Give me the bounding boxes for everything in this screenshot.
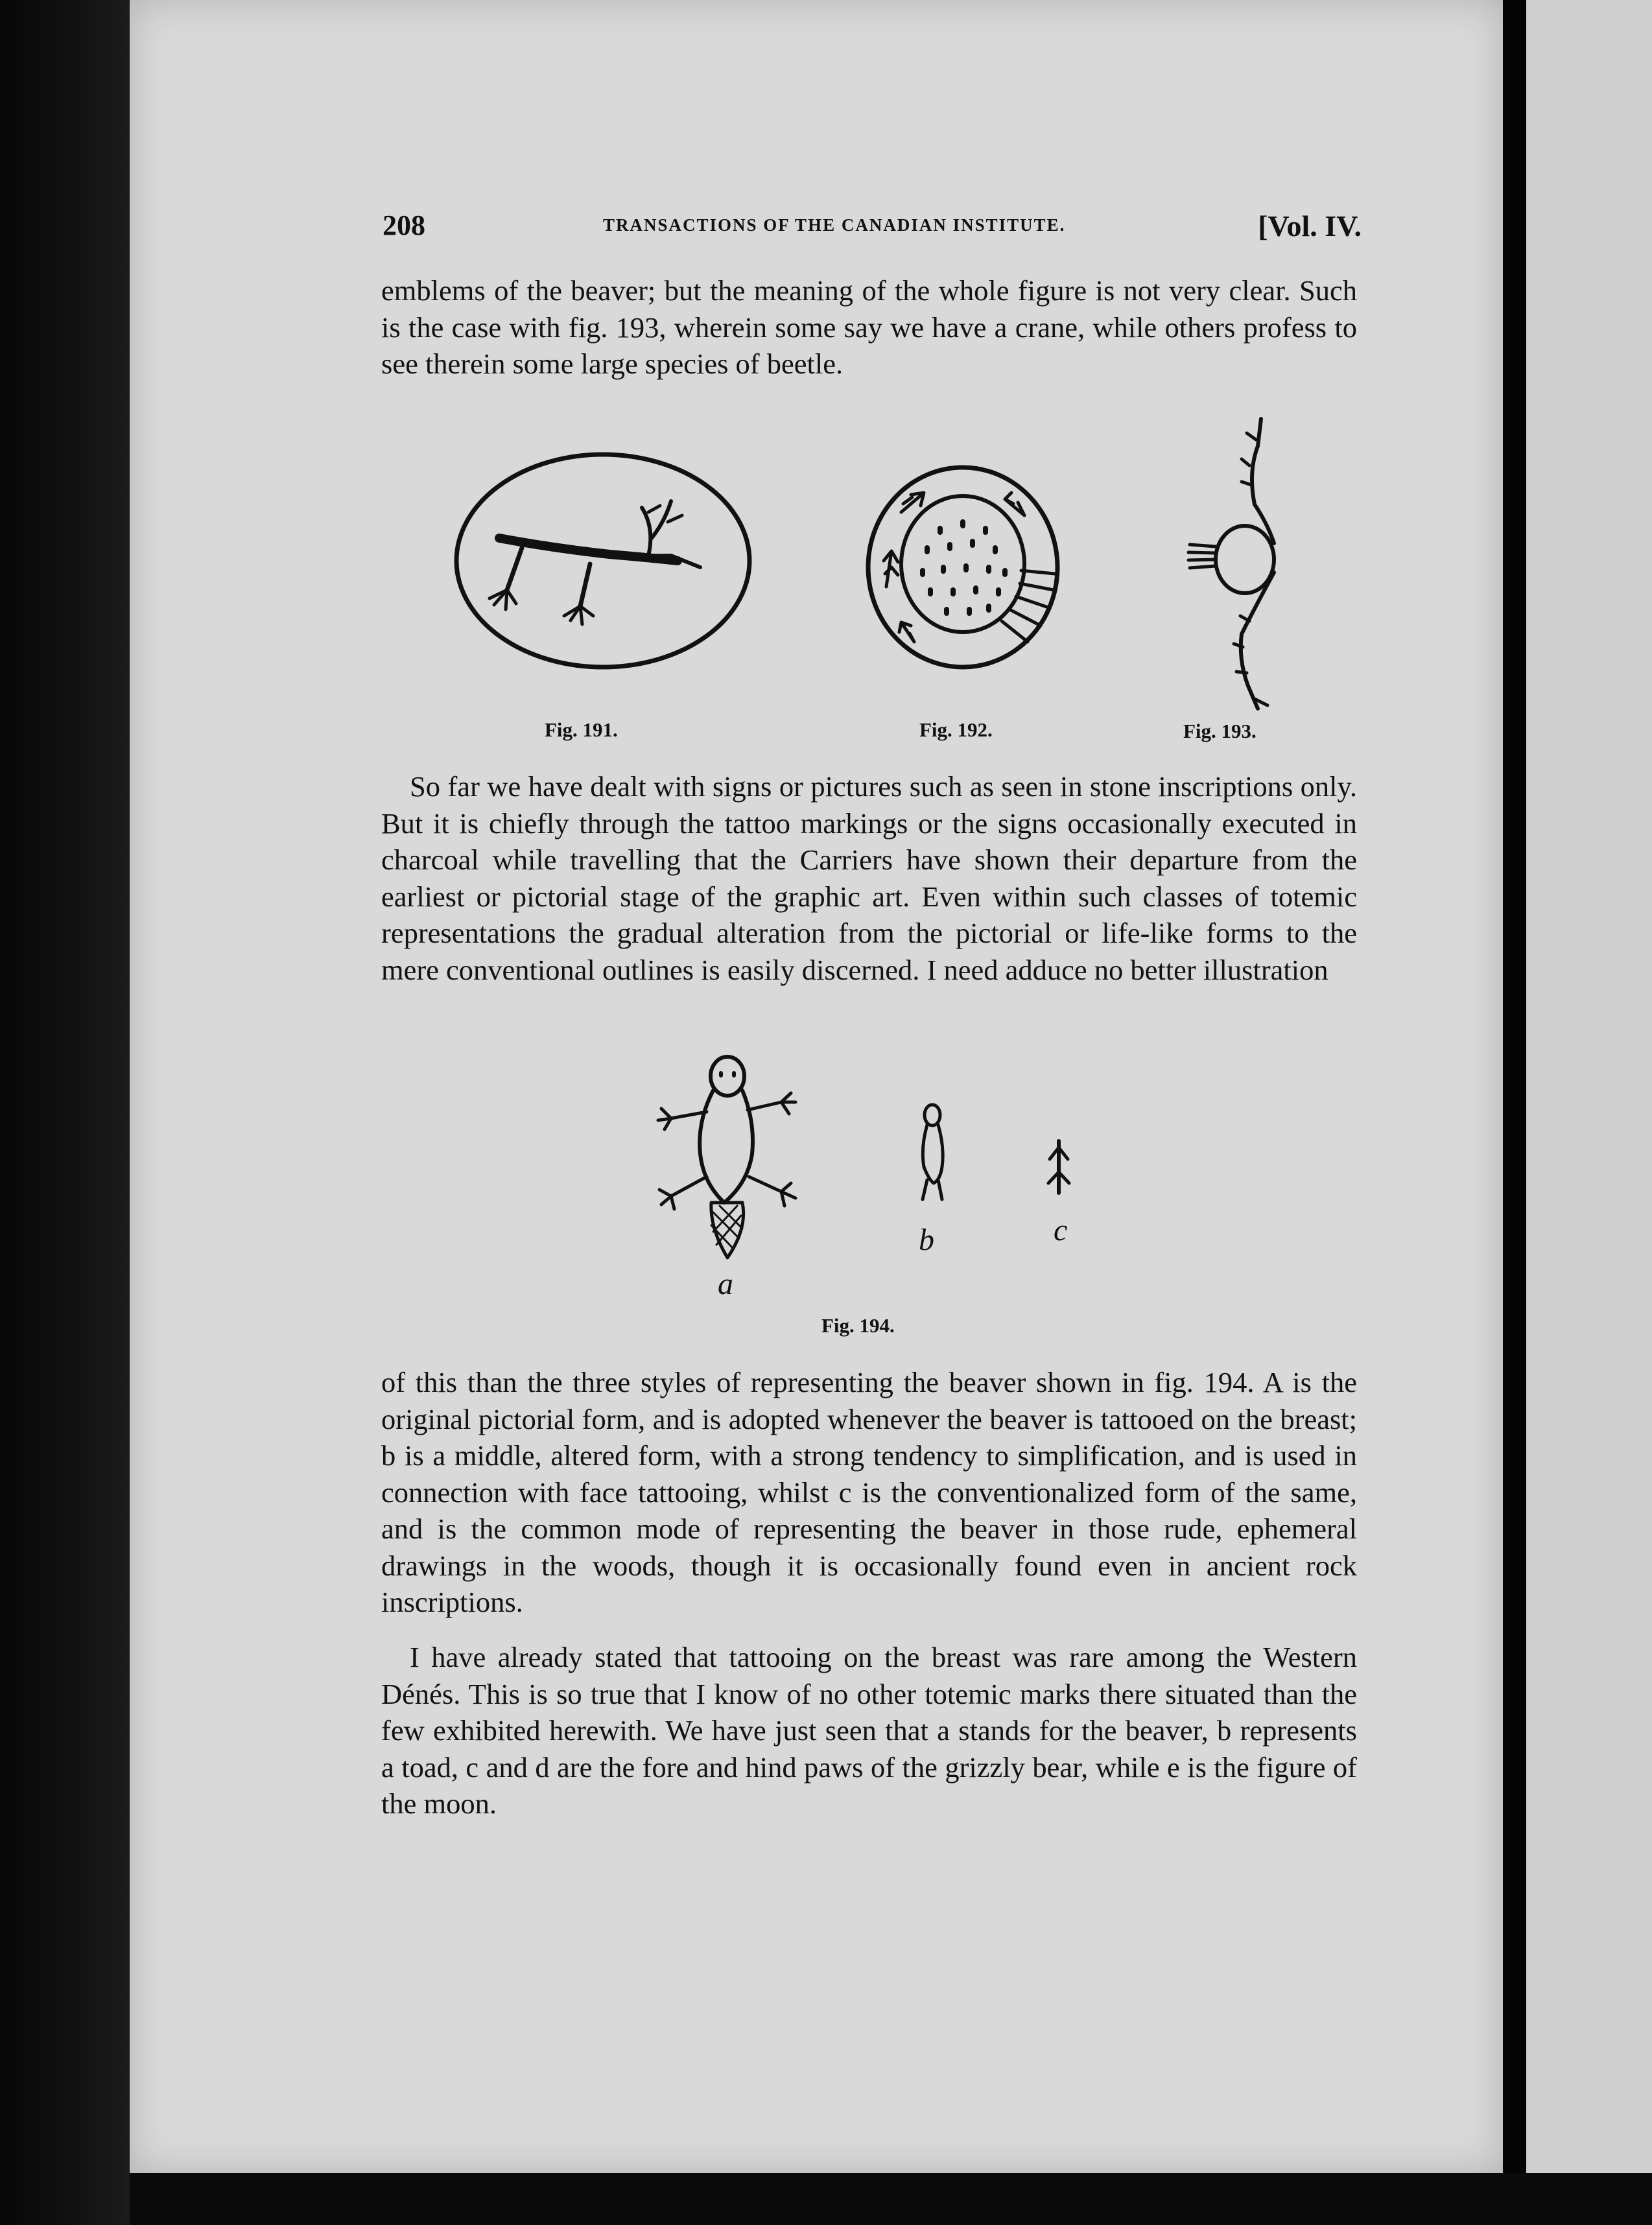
fig-192-drawing [866,464,1060,671]
page-gutter [1503,0,1526,2225]
paragraph-1: emblems of the beaver; but the meaning of the whole figure is not very clear. Such is the case with fig. 193, wherein some say we have a crane, while others profess to see therein some large species of beetle. [381,274,1357,380]
fig-191-drawing [454,451,752,671]
scan-bottom-margin [130,2173,1652,2225]
fig-192-caption: Fig. 192. [919,718,993,741]
fig-193-drawing [1177,414,1293,718]
running-header [383,209,1362,248]
paragraph-2: So far we have dealt with signs or pictures such as seen in stone inscriptions only. But it is chiefly through the tattoo markings or the signs occasionally executed in charcoal while travelling that the Carriers have shown their departure from the earliest or pictorial stage of the graphic art. Even within such classes of totemic representations the gradual alteration from the pictorial or life-like forms to the mere conventional outlines is easily discerned. I need adduce no better illustration [381,770,1357,986]
fig-191-caption: Fig. 191. [545,718,618,741]
fig-194-label-c: c [1054,1213,1068,1247]
fig-194-label-a: a [718,1267,733,1301]
fig-194-caption: Fig. 194. [821,1314,895,1337]
page-number: 208 [383,209,425,241]
paragraph-4: I have already stated that tattooing on the breast was rare among the Western Dénés. This is so true that I know of no other totemic marks there situated than the few exhibited herewith. We have just seen that a stands for the beaver, b represents a toad, c and d are the fore and hind paws of the grizzly bear, while e is the figure of the moon. [381,1641,1357,1820]
adjacent-page [1526,0,1652,2178]
scan-left-margin [0,0,130,2225]
fig-193-caption: Fig. 193. [1183,720,1257,742]
fig-194-drawing [652,1050,1080,1258]
running-title: TRANSACTIONS OF THE CANADIAN INSTITUTE. [603,215,1066,235]
volume-label: [Vol. IV. [1258,209,1362,242]
fig-194-label-b: b [919,1223,934,1257]
paragraph-3: of this than the three styles of representing the beaver shown in fig. 194. A is the original pictorial form, and is adopted whenever the beaver is tattooed on the breast; b is a middle, altered form, with a strong tendency to simplification, and is used in connection with face tattooing, whilst c is the conventionalized form of the same, and is the common mode of representing the beaver in those rude, ephemeral drawings in the woods, though it is occasionally found even in ancient rock inscriptions. [381,1366,1357,1618]
